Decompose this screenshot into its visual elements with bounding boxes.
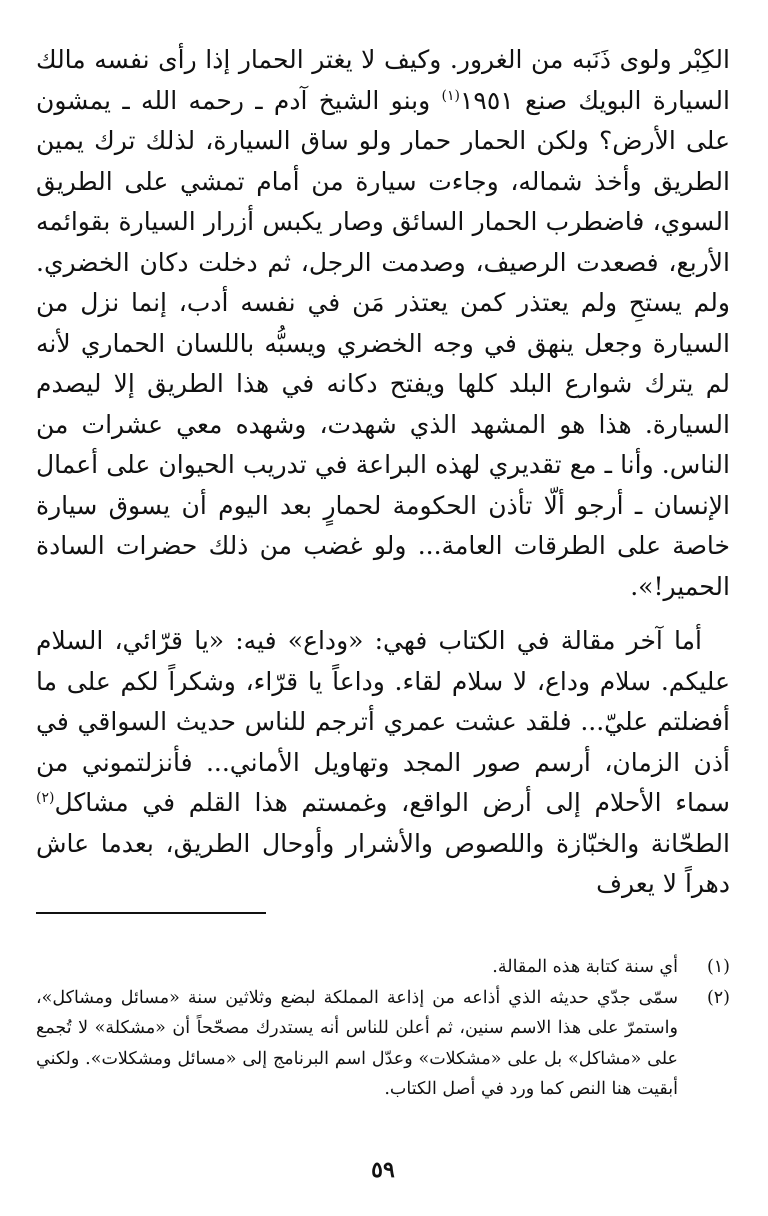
footnote-1-text: أي سنة كتابة هذه المقالة. <box>492 957 678 977</box>
page-number: ٥٩ <box>371 1157 395 1183</box>
footnote-ref-1: (١) <box>441 87 460 104</box>
paragraph-1-text-end: وبنو الشيخ آدم ـ رحمه الله ـ يمشون على الأرض؟ ولكن الحمار حمار ولو ساق السيارة، لذلك ترك يمين الطريق وأخذ شماله، وجاءت سيارة من أمام تمشي على الطريق السوي، فاضطرب الحمار السائق وصار يكبس أزرار السيارة بقوائمه الأربع، فصعدت الرصيف، وصدمت الرجل، ثم دخلت دكان الخضري. ولم يستحِ ولم يعتذر كمن يعتذر مَن في نفسه أدب، إنما نزل من السيارة وجعل ينهق في وجه الخضري ويسبُّه باللسان الحماري لأنه لم يترك شوارع البلد كلها ويفتح دكانه في هذا الطريق إلا ليصدم السيارة. هذا هو المشهد الذي شهدت، وشهده معي عشرات من الناس. وأنا ـ مع تقديري لهذه البراعة في تدريب الحيوان على أعمال الإنسان ـ أرجو ألّا تأذن الحكومة لحمارٍ بعد اليوم أن يسوق سيارة خاصة على الطرقات العامة... ولو غضب من ذلك حضرات السادة الحمير!». <box>36 85 730 601</box>
paragraph-2 <box>36 621 730 905</box>
footnote-separator-rule <box>36 912 266 914</box>
footnote-2-text: سمّى جدّي حديثه الذي أذاعه من إذاعة المملكة لبضع وثلاثين سنة «مسائل ومشاكل»، واستمرّ على هذا الاسم سنين، ثم أعلن للناس أنه يستدرك مصحّحاً أن «مشكلة» لا تُجمع على «مشاكل» بل على «مشكلات» وعدّل اسم البرنامج إلى «مسائل ومشكلات». ولكني أبقيت هنا النص كما ورد في أصل الكتاب. <box>36 987 678 1099</box>
footnote-1-number: (١) <box>706 957 730 977</box>
paragraph-2-text-start: أما آخر مقالة في الكتاب فهي: «وداع» فيه: «يا قرّائي، السلام عليكم. سلام وداع، لا سلام لقاء. وداعاً يا قرّاء، وشكراً لكم على ما أفضلتم عليّ... فلقد عشت عمري أترجم للناس حديث السواقي في أذن الزمان، أرسم صور المجد وتهاويل الأماني... فأنزلتموني من سماء الأحلام إلى أرض الواقع، وغمستم هذا القلم في مشاكل <box>36 626 730 817</box>
body-text <box>36 40 730 905</box>
paragraph-1 <box>36 40 730 607</box>
footnote-2-number: (٢) <box>706 987 730 1008</box>
footnote-1 <box>36 952 730 983</box>
paragraph-1-text-start: الكِبْر ولوى ذَنَبه من الغرور. وكيف لا يغتر الحمار إذا رأى نفسه مالك السيارة البويك صنع ١٩٥١ <box>36 45 730 115</box>
footnote-ref-2: (٢) <box>36 790 55 806</box>
footnotes <box>36 952 730 1105</box>
paragraph-2-text-end: الطحّانة والخبّازة واللصوص والأشرار وأوحال الطريق، بعدما عاش دهراً لا يعرف <box>36 828 730 898</box>
footnote-2 <box>36 983 730 1105</box>
document-page <box>36 40 730 1190</box>
